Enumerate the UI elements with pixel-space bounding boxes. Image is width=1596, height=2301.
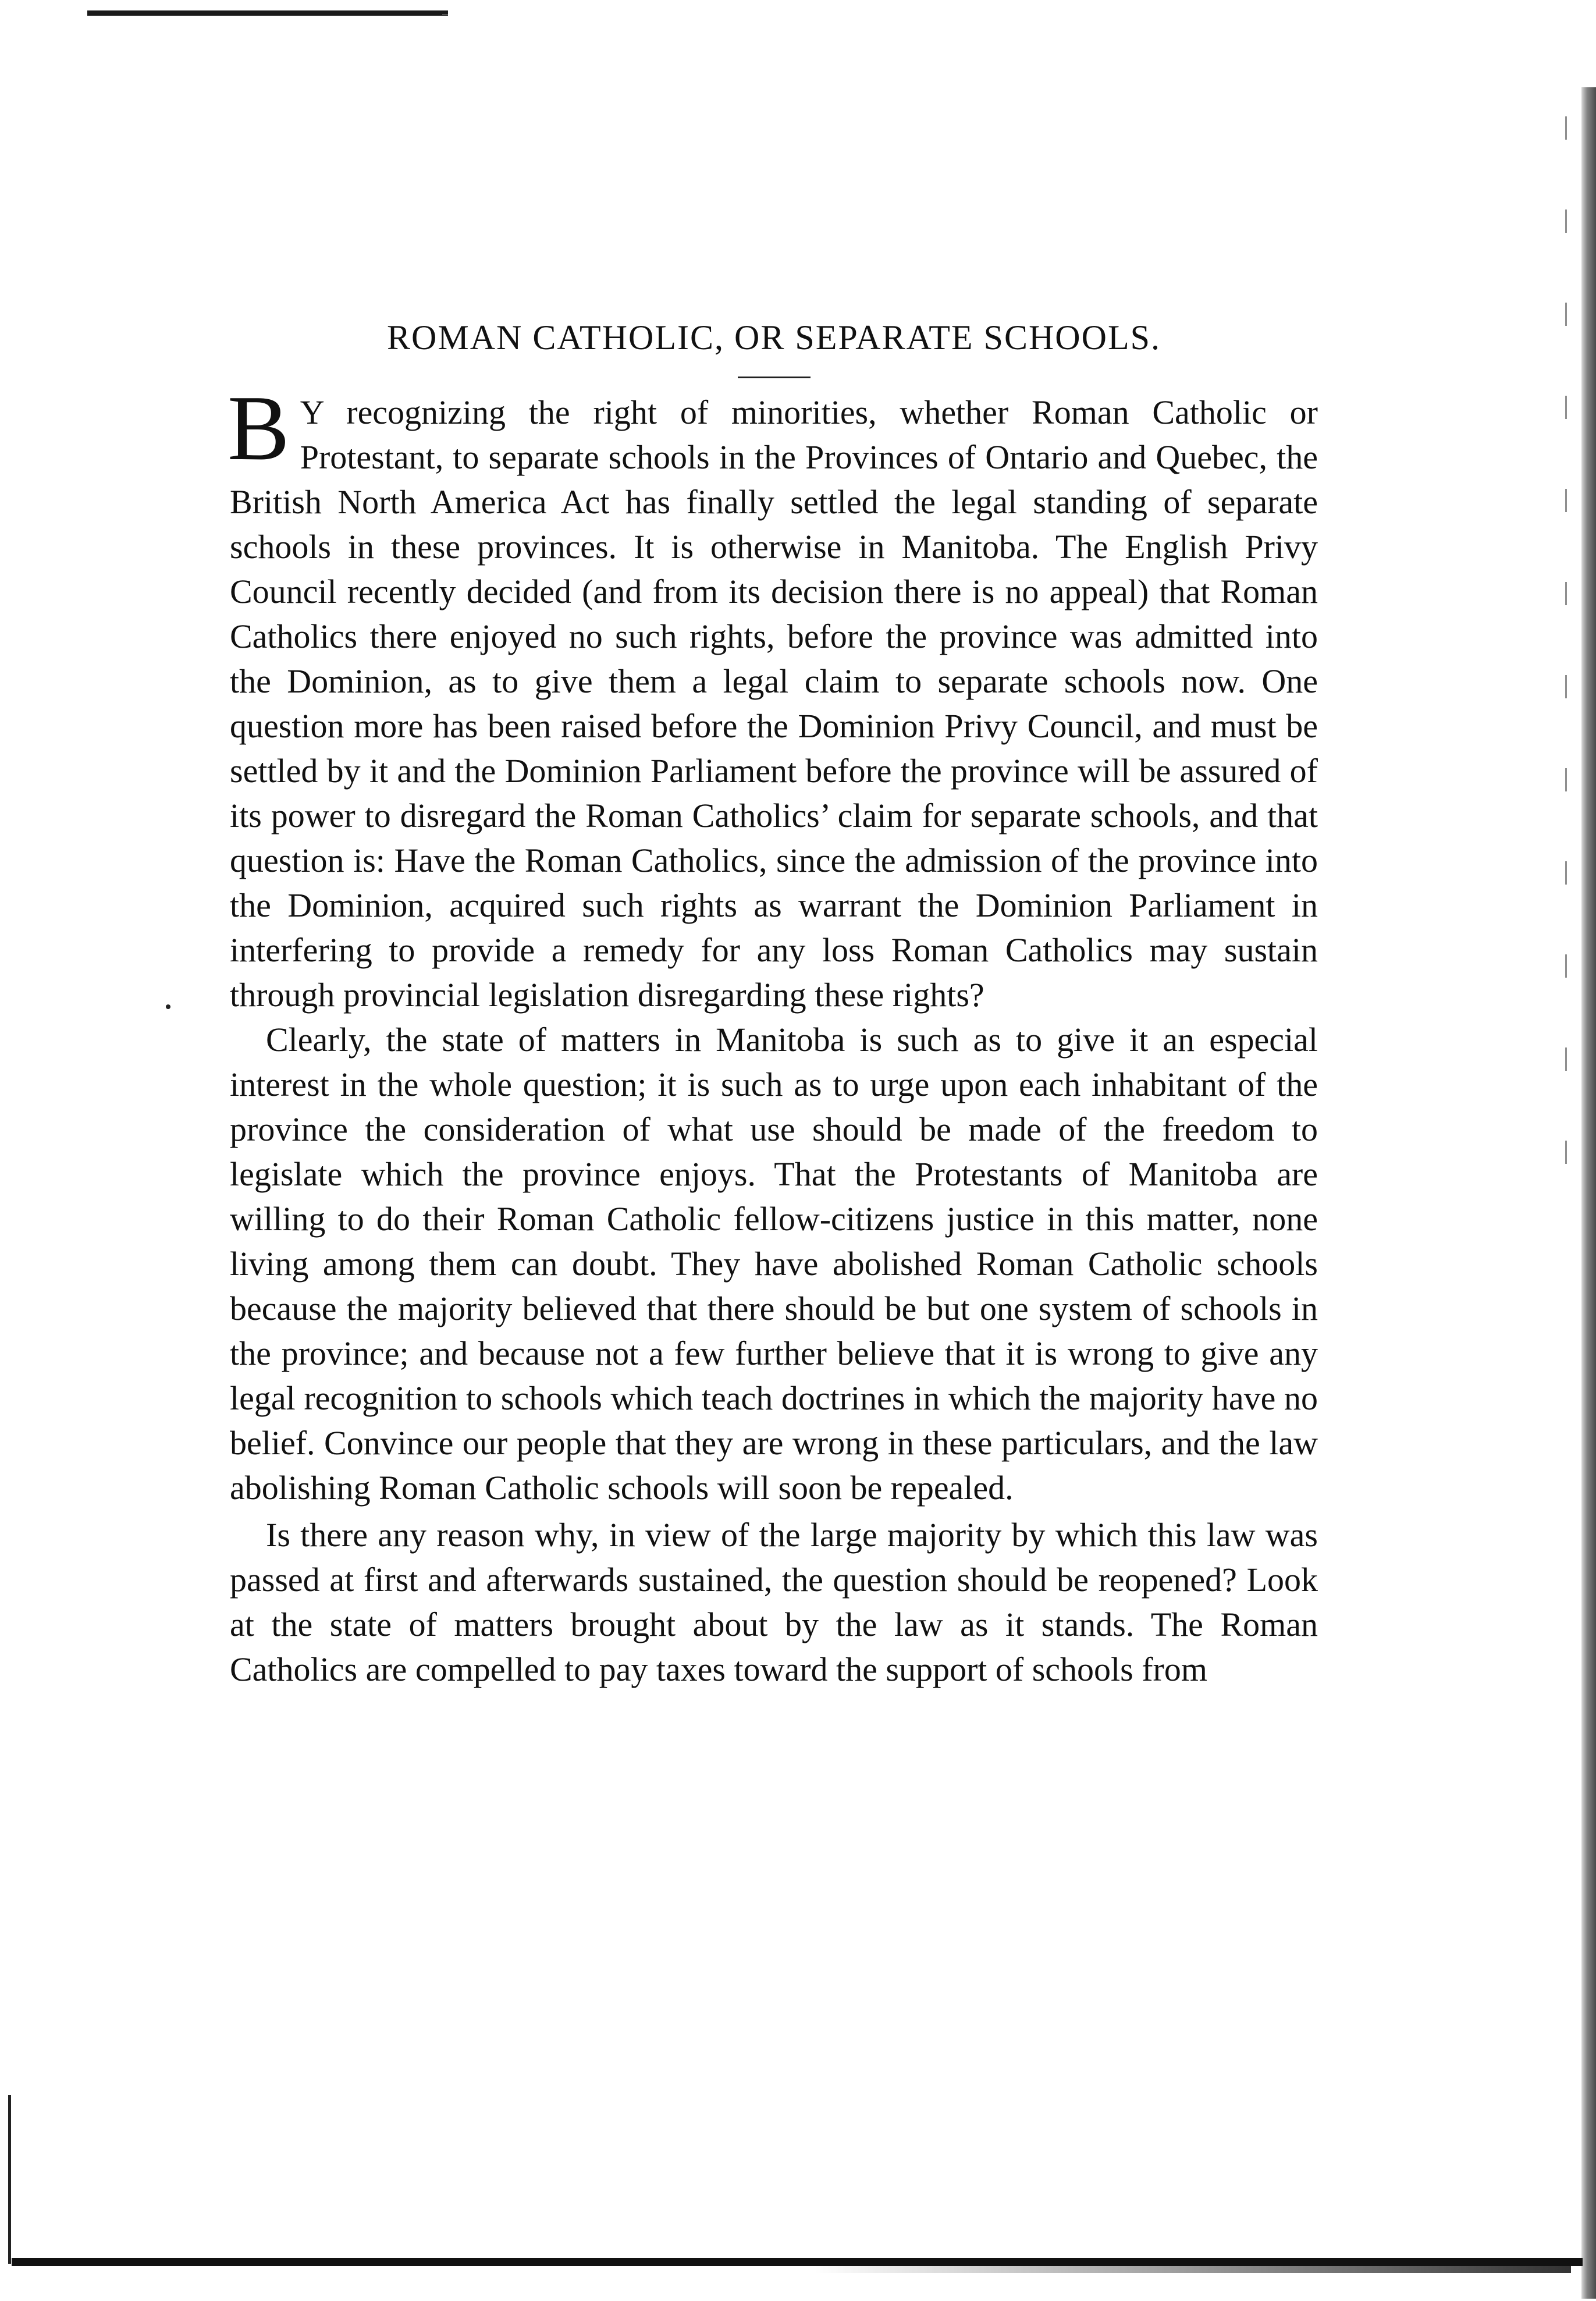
document-page [230, 314, 1318, 1692]
scan-left-edge [8, 2095, 11, 2264]
scan-speck [166, 1004, 170, 1009]
scan-top-rule-tail [442, 14, 448, 15]
paragraph-2: Clearly, the state of matters in Manitoba is such as to give it an especial interest in the whole question; it is such as to urge upon each inhabitant of the province the consideration of what use should be made of the freedom to legislate which the province enjoys. That the Protestants of Manitoba are willing to do their Roman Catholic fellow-citizens justice in this matter, none living among them can doubt. They have abolished Roman Catholic schools because the majority believed that there should be but one system of schools in the province; and because not a few further believe that it is wrong to give any legal recognition to schools which teach doctrines in which the majority have no belief. Convince our people that they are wrong in these particulars, and the law abolishing Roman Catholic schools will soon be repealed. [230, 1021, 1318, 1507]
scan-bottom-edge [12, 2258, 1583, 2266]
scan-right-marks [1565, 116, 1567, 1164]
paragraph-1 [228, 376, 1318, 1017]
paragraph-1-text: Y recognizing the right of minorities, whether Roman Catholic or Protestant, to separate schools in the Provinces of Ontario and Quebec, the British North America Act has finally settled the legal standing of separate schools in these provinces. It is otherwise in Manitoba. The English Privy Council recently decided (and from its decision there is no appeal) that Roman Catholics there enjoyed no such rights, before the province was admitted into the Dominion, as to give them a legal claim to separate schools now. One question more has been raised before the Dominion Privy Council, and must be settled by it and the Dominion Parliament before the province will be assured of its power to disregard the Roman Catholics’ claim for separate schools, and that question is: Have the Roman Catholics, since the admission of the province into the Dominion, acquired such rights as warrant the Dominion Parliament in interfering to provide a remedy for any loss Roman Catholics may sustain through provincial legislation disregarding these rights? [230, 393, 1318, 1014]
scan-bottom-shadow [815, 2266, 1571, 2273]
title-divider [738, 377, 811, 378]
paragraph-3: Is there any reason why, in view of the large majority by which this law was passed at first and afterwards sustained, the question should be reopened? Look at the state of matters brought about by the law as it stands. The Roman Catholics are compelled to pay taxes toward the support of schools from [230, 1516, 1318, 1688]
scan-top-rule [87, 10, 448, 16]
scan-right-edge [1581, 87, 1596, 2299]
drop-cap: B [228, 376, 290, 480]
article-title: ROMAN CATHOLIC, OR SEPARATE SCHOOLS. [387, 318, 1161, 357]
